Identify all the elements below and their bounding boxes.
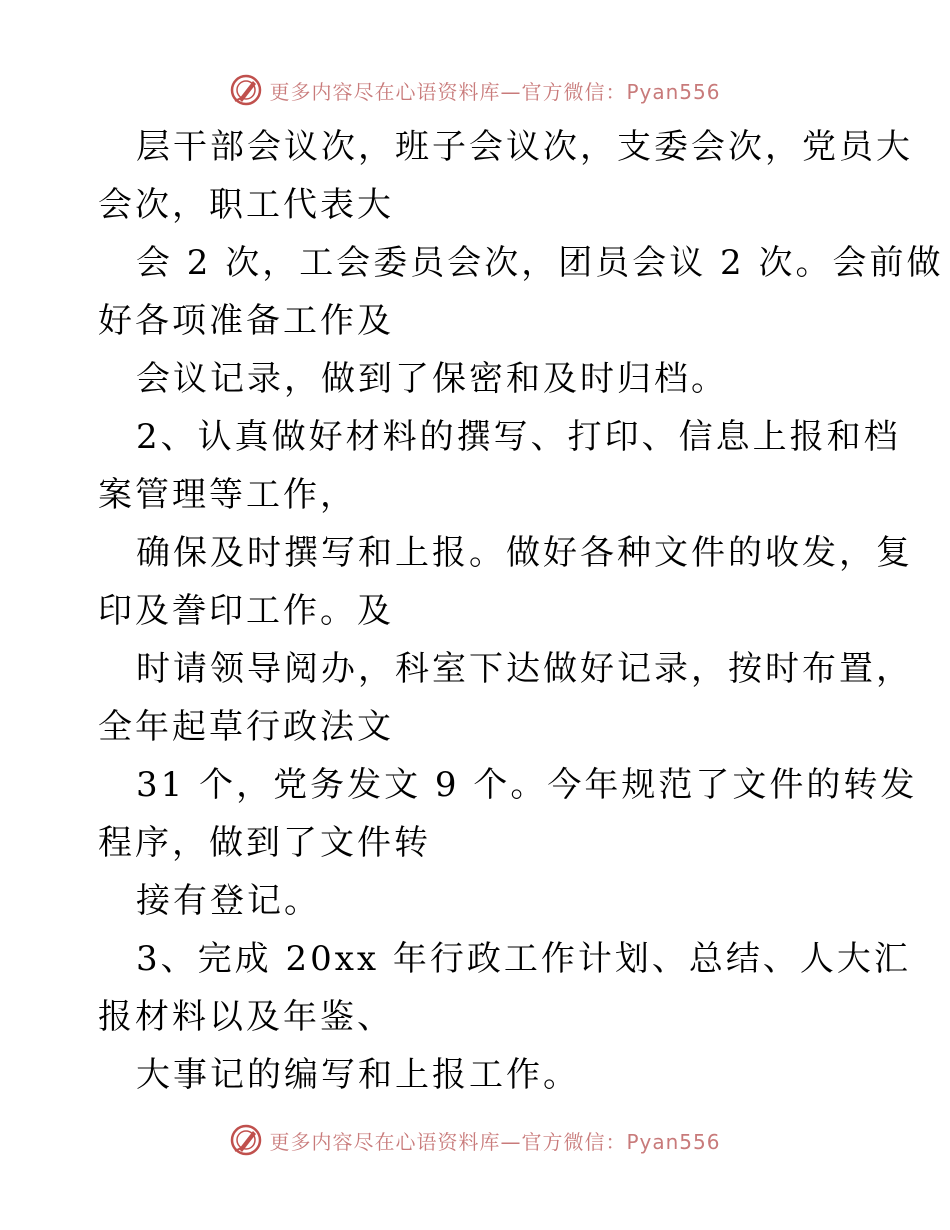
text-line: 确保及时撰写和上报。做好各种文件的收发，复 — [136, 533, 913, 573]
watermark-footer — [0, 1120, 950, 1160]
watermark-text: 更多内容尽在心语资料库—官方微信：Pyan556 — [269, 1129, 721, 1154]
text-line: 程序，做到了文件转 — [98, 823, 431, 863]
text-line: 案管理等工作， — [98, 475, 357, 515]
text-line: 全年起草行政法文 — [98, 707, 394, 747]
text-line: 印及誊印工作。及 — [98, 591, 394, 631]
text-line: 31 个，党务发文 9 个。今年规范了文件的转发 — [136, 765, 918, 805]
text-line: 报材料以及年鉴、 — [98, 997, 394, 1037]
text-line: 层干部会议次，班子会议次，支委会次，党员大 — [136, 127, 913, 167]
text-line: 2、认真做好材料的撰写、打印、信息上报和档 — [136, 417, 901, 457]
text-line: 时请领导阅办，科室下达做好记录，按时布置， — [136, 649, 913, 689]
text-line: 3、完成 20xx 年行政工作计划、总结、人大汇 — [136, 939, 911, 979]
text-line: 会次，职工代表大 — [98, 185, 394, 225]
pen-nib-circle-icon — [229, 1123, 263, 1157]
pen-nib-circle-icon — [229, 73, 263, 107]
document-body — [98, 118, 944, 1104]
text-line: 会 2 次，工会委员会次，团员会议 2 次。会前做 — [136, 243, 944, 283]
text-line: 会议记录，做到了保密和及时归档。 — [136, 359, 728, 399]
watermark-text: 更多内容尽在心语资料库—官方微信：Pyan556 — [269, 79, 721, 104]
text-line: 接有登记。 — [136, 881, 321, 921]
text-line: 大事记的编写和上报工作。 — [136, 1055, 580, 1095]
text-line: 好各项准备工作及 — [98, 301, 394, 341]
watermark-header — [0, 70, 950, 110]
